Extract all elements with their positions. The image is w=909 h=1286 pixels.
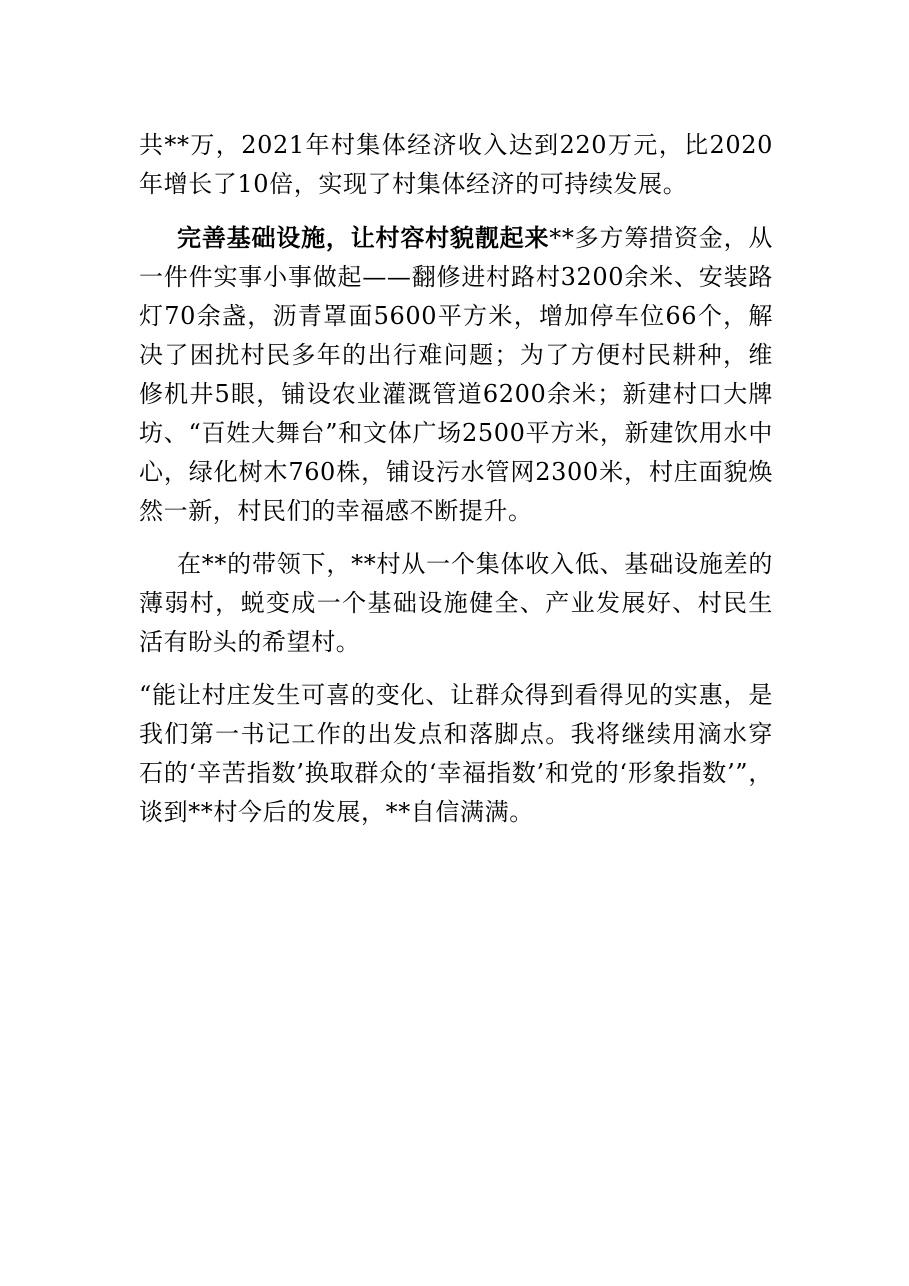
paragraph-3-text: 在**的带领下，**村从一个集体收入低、基础设施差的薄弱村，蜕变成一个基础设施健全、产业发展好、村民生活有盼头的希望村。 bbox=[139, 550, 773, 656]
paragraph-4 bbox=[139, 676, 773, 832]
paragraph-2 bbox=[139, 218, 773, 531]
paragraph-3 bbox=[139, 545, 773, 662]
paragraph-4-text: “能让村庄发生可喜的变化、让群众得到看得见的实惠，是我们第一书记工作的出发点和落脚点。我将继续用滴水穿石的‘辛苦指数’换取群众的‘幸福指数’和党的‘形象指数’”，谈到**村今后的发展，**自信满满。 bbox=[139, 681, 773, 826]
paragraph-1-text: 共**万，2021年村集体经济收入达到220万元，比2020年增长了10倍，实现了村集体经济的可持续发展。 bbox=[139, 131, 773, 198]
paragraph-2-heading: 完善基础设施，让村容村貌靓起来 bbox=[177, 223, 550, 252]
document-body bbox=[139, 126, 773, 846]
paragraph-2-text: **多方筹措资金，从一件件实事小事做起——翻修进村路村3200余米、安装路灯70余盏，沥青罩面5600平方米，增加停车位66个，解决了困扰村民多年的出行难问题；为了方便村民耕种，维修机井5眼，铺设农业灌溉管道6200余米；新建村口大牌坊、“百姓大舞台”和文体广场2500平方米，新建饮用水中心，绿化树木760株，铺设污水管网2300米，村庄面貌焕然一新，村民们的幸福感不断提升。 bbox=[139, 224, 774, 525]
paragraph-1 bbox=[139, 126, 773, 204]
